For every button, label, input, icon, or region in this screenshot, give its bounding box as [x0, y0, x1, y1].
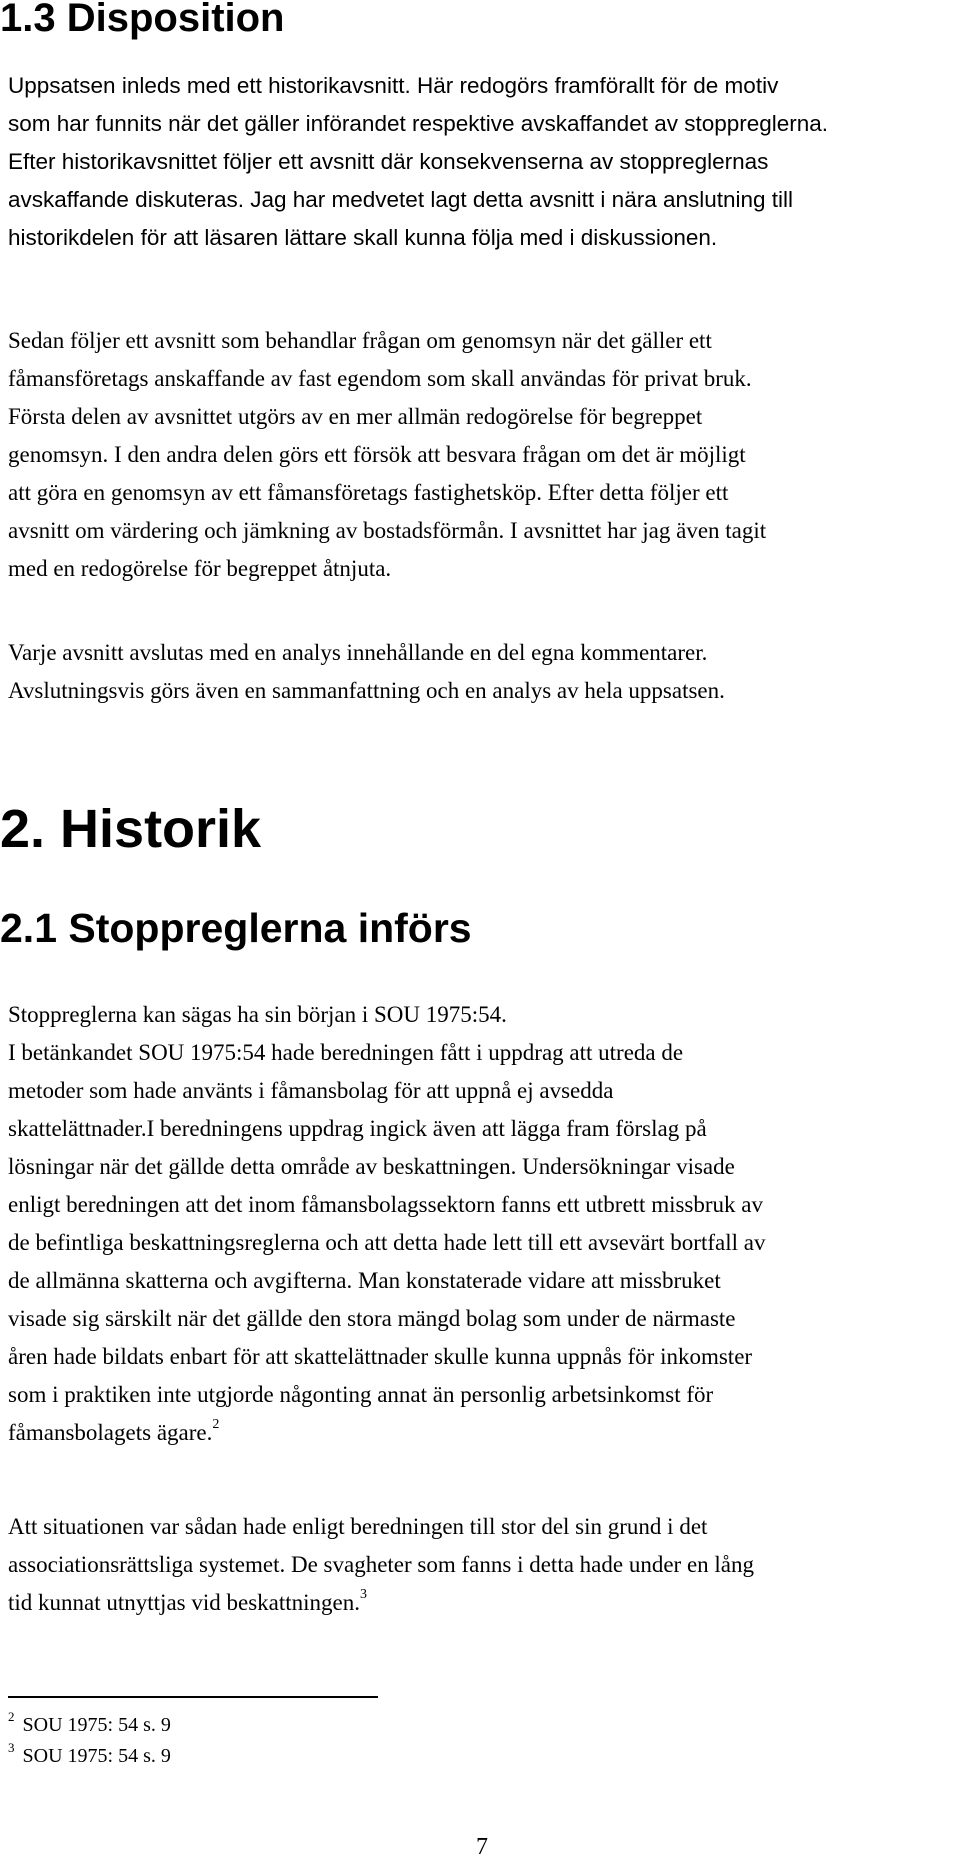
historik-paragraph-2 [8, 1508, 953, 1626]
footnote-number: 2 [8, 1709, 15, 1724]
disposition-paragraph-3 [8, 634, 953, 710]
text-line: associationsrättsliga systemet. De svagheter som fanns i detta hade under en lång [8, 1552, 755, 1577]
footnote-ref[interactable]: 3 [360, 1587, 367, 1602]
section-heading-1-3: 1.3 Disposition [0, 0, 285, 40]
footnote-item [8, 1741, 171, 1773]
text-line: Varje avsnitt avslutas med en analys innehållande en del egna kommentarer. [8, 640, 708, 665]
footnote-separator [8, 1696, 378, 1698]
disposition-paragraph-2 [8, 322, 953, 588]
text-line: genomsyn. I den andra delen görs ett försök att besvara frågan om det är möjligt [8, 442, 746, 467]
footnote-item [8, 1710, 171, 1742]
section-heading-2-1: 2.1 Stoppreglerna införs [0, 905, 472, 951]
text-line: fåmansföretags anskaffande av fast egendom som skall användas för privat bruk. [8, 366, 752, 391]
footnote-ref[interactable]: 2 [212, 1417, 220, 1432]
text-line: Stoppreglerna kan sägas ha sin början i SOU 1975:54. [8, 1002, 507, 1027]
text-line: historikdelen för att läsaren lättare skall kunna följa med i diskussionen. [8, 225, 718, 250]
text-line: enligt beredningen att det inom fåmansbolagssektorn fanns ett utbrett missbruk av [8, 1192, 763, 1217]
text-line: skattelättnader.I beredningens uppdrag ingick även att lägga fram förslag på [8, 1116, 707, 1141]
text-line: de befintliga beskattningsreglerna och att detta hade lett till ett avsevärt bortfall av [8, 1230, 766, 1255]
text-line: de allmänna skatterna och avgifterna. Man konstaterade vidare att missbruket [8, 1268, 721, 1293]
text-line: avsnitt om värdering och jämkning av bostadsförmån. I avsnittet har jag även tagit [8, 518, 767, 543]
text-line [8, 1414, 953, 1456]
text-line: som har funnits när det gäller införandet respektive avskaffandet av stoppreglerna. [8, 111, 829, 136]
text-line: Första delen av avsnittet utgörs av en mer allmän redogörelse för begreppet [8, 404, 703, 429]
text-line: Sedan följer ett avsnitt som behandlar frågan om genomsyn när det gäller ett [8, 328, 712, 353]
text-line: som i praktiken inte utgjorde någonting annat än personlig arbetsinkomst för [8, 1382, 714, 1407]
text-line-content: tid kunnat utnyttjas vid beskattningen. [8, 1590, 360, 1615]
text-line: metoder som hade använts i fåmansbolag för att uppnå ej avsedda [8, 1078, 614, 1103]
text-line: lösningar när det gällde detta område av beskattningen. Undersökningar visade [8, 1154, 735, 1179]
page-number: 7 [476, 1834, 488, 1860]
text-line: Att situationen var sådan hade enligt beredningen till stor del sin grund i det [8, 1514, 708, 1539]
text-line: I betänkandet SOU 1975:54 hade beredningen fått i uppdrag att utreda de [8, 1040, 684, 1065]
chapter-heading-2: 2. Historik [0, 799, 262, 859]
text-line: med en redogörelse för begreppet åtnjuta. [8, 556, 392, 581]
text-line: att göra en genomsyn av ett fåmansföretags fastighetsköp. Efter detta följer ett [8, 480, 729, 505]
text-line: Efter historikavsnittet följer ett avsnitt där konsekvenserna av stoppreglernas [8, 149, 769, 174]
text-line: Uppsatsen inleds med ett historikavsnitt. Här redogörs framförallt för de motiv [8, 73, 779, 98]
disposition-paragraph-1 [8, 67, 953, 257]
text-line [8, 1584, 953, 1626]
text-line: visade sig särskilt när det gällde den stora mängd bolag som under de närmaste [8, 1306, 736, 1331]
text-line: avskaffande diskuteras. Jag har medvetet lagt detta avsnitt i nära anslutning till [8, 187, 794, 212]
text-line-content: fåmansbolagets ägare. [8, 1420, 213, 1445]
text-line: Avslutningsvis görs även en sammanfattning och en analys av hela uppsatsen. [8, 678, 725, 703]
footnote-text: SOU 1975: 54 s. 9 [22, 1714, 171, 1736]
historik-paragraph-1 [8, 996, 953, 1456]
footnote-number: 3 [8, 1740, 15, 1755]
text-line: åren hade bildats enbart för att skattelättnader skulle kunna uppnås för inkomster [8, 1344, 753, 1369]
footnote-text: SOU 1975: 54 s. 9 [22, 1745, 171, 1767]
